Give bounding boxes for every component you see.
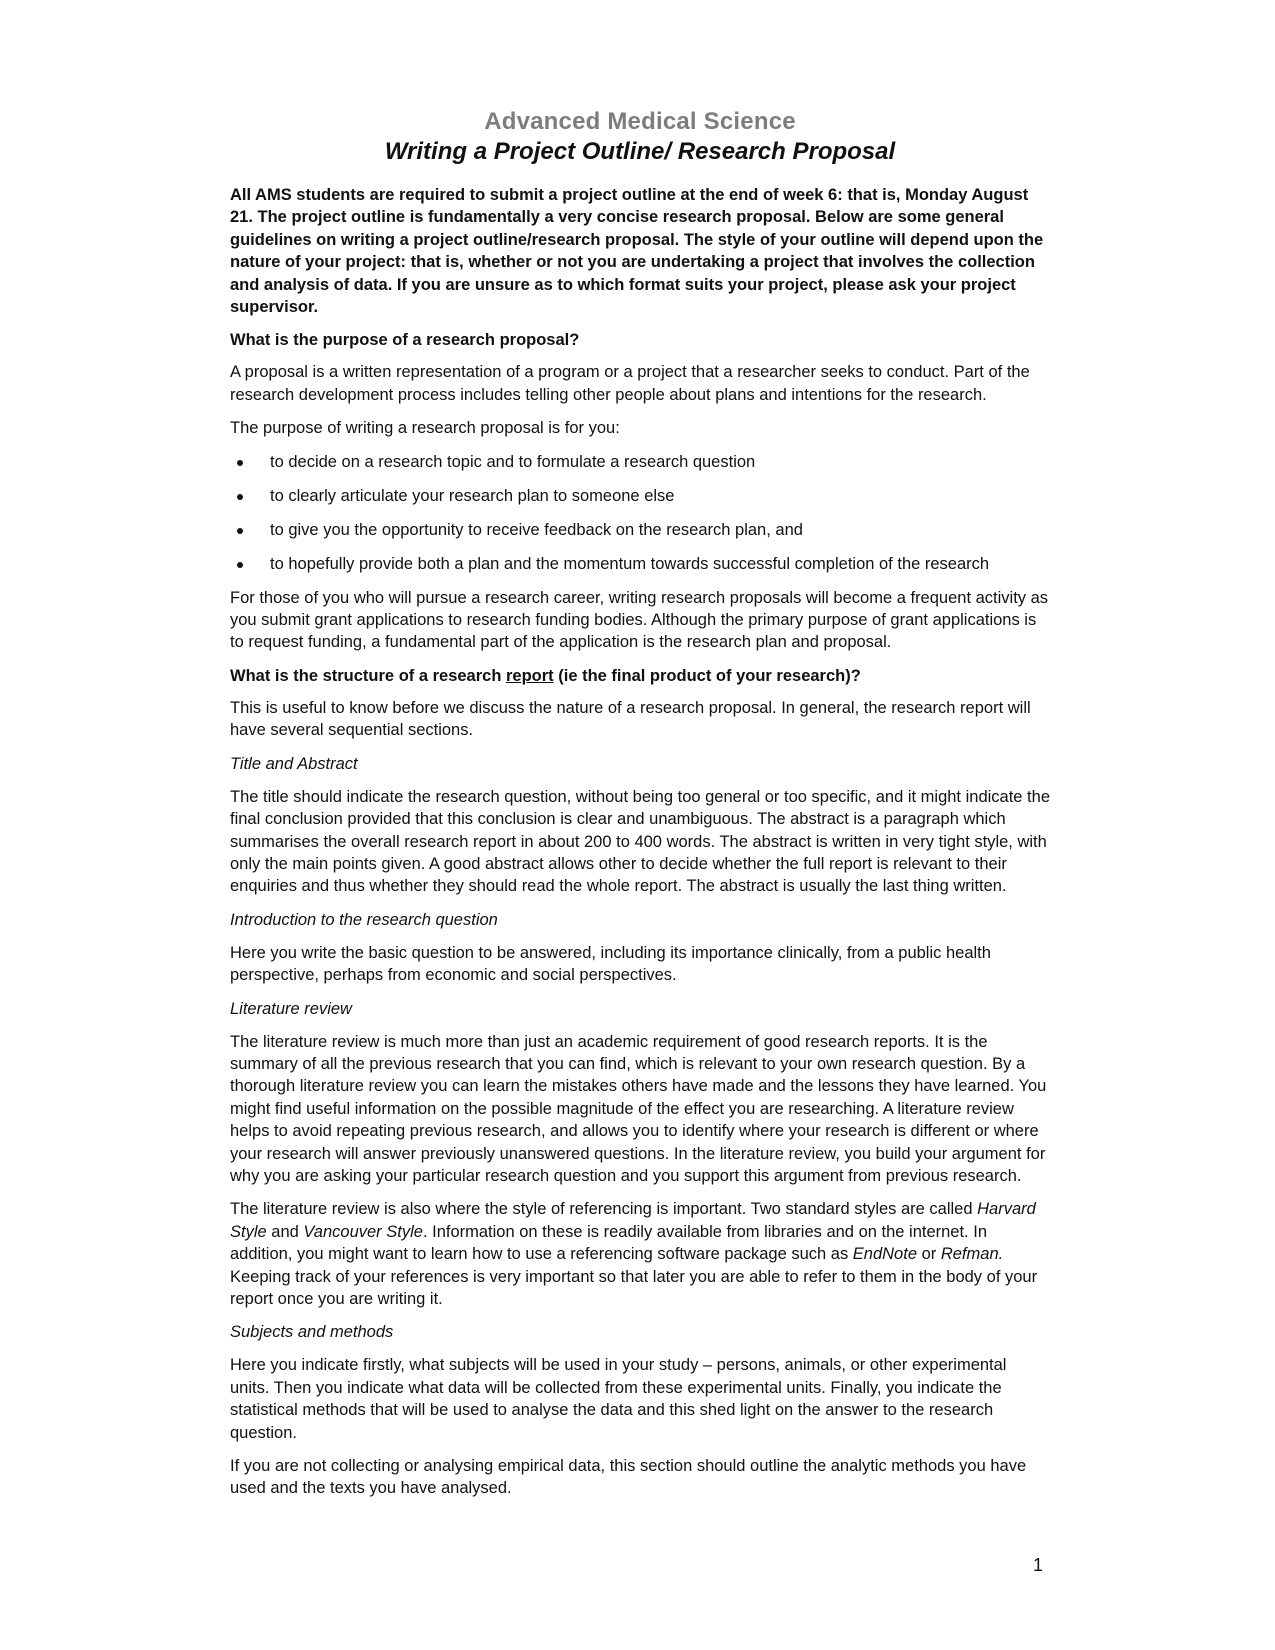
list-item: to give you the opportunity to receive feedback on the research plan, and	[230, 519, 1050, 541]
structure-heading: What is the structure of a research report (ie the final product of your research)?	[230, 666, 861, 685]
methods-paragraph-2: If you are not collecting or analysing empirical data, this section should outline the analytic methods you have used and the texts you have analysed.	[230, 1457, 1027, 1498]
methods-heading: Subjects and methods	[230, 1323, 394, 1342]
introduction-heading: Introduction to the research question	[230, 910, 498, 929]
bullet-icon	[237, 528, 243, 534]
purpose-paragraph-1: A proposal is a written representation of a program or a project that a researcher seeks to conduct. Part of the research development process includes telling other people about plans and intentions for the research.	[230, 363, 1030, 404]
literature-paragraph: The literature review is much more than just an academic requirement of good research reports. It is the summary of all the previous research that you can find, which is relevant to your own research question. By a thorough literature review you can learn the mistakes others have made and the lessons they have learned. You might find useful information on the possible magnitude of the effect you are researching. A literature review helps to avoid repeating previous research, and allows you to identify where your research is different or where your research will answer previously unanswered questions. In the literature review, you build your argument for why you are asking your particular research question and you support this argument from previous research.	[230, 1032, 1047, 1185]
methods-paragraph-1: Here you indicate firstly, what subjects will be used in your study – persons, animals, or other experimental units. Then you indicate what data will be collected from these experimental units. Finally, you indicate the statistical methods that will be used to analyse the data and this shed light on the answer to the research question.	[230, 1356, 1007, 1442]
purpose-paragraph-3: For those of you who will pursue a research career, writing research proposals will become a frequent activity as you submit grant applications to research funding bodies. Although the primary purpose of grant applications is to request funding, a fundamental part of the application is the research plan and proposal.	[230, 588, 1049, 652]
bullet-icon	[237, 460, 243, 466]
list-item: to decide on a research topic and to formulate a research question	[230, 451, 1050, 473]
referencing-paragraph: The literature review is also where the style of referencing is important. Two standard styles are called Harvard Style and Vancouver Style. Information on these is readily available from libraries and on the internet. In addition, you might want to learn how to use a referencing software package such as EndNote or Refman. Keeping track of your references is very important so that later you are able to refer to them in the body of your report once you are writing it.	[230, 1200, 1038, 1308]
literature-heading: Literature review	[230, 999, 352, 1018]
list-item: to clearly articulate your research plan to someone else	[230, 485, 1050, 507]
purpose-bullet-list	[230, 451, 1050, 575]
bullet-icon	[237, 494, 243, 500]
title-abstract-heading: Title and Abstract	[230, 754, 358, 773]
course-title: Advanced Medical Science	[484, 108, 796, 135]
purpose-paragraph-2: The purpose of writing a research proposal is for you:	[230, 419, 620, 438]
purpose-heading: What is the purpose of a research proposal?	[230, 331, 580, 350]
introduction-paragraph: Here you write the basic question to be answered, including its importance clinically, from a public health perspective, perhaps from economic and social perspectives.	[230, 943, 991, 985]
title-abstract-paragraph: The title should indicate the research question, without being too general or too specific, and it might indicate the final conclusion provided that this conclusion is clear and unambiguous. The abstract is a paragraph which summarises the overall research report in about 200 to 400 words. The abstract is written in very tight style, with only the main points given. A good abstract allows other to decide whether the full report is relevant to their enquiries and thus whether they should read the whole report. The abstract is usually the last thing written.	[230, 787, 1050, 896]
document-page	[230, 108, 1050, 1511]
document-title: Writing a Project Outline/ Research Proposal	[384, 138, 896, 165]
bullet-icon	[237, 562, 243, 568]
page-number: 1	[1032, 1555, 1043, 1575]
structure-paragraph: This is useful to know before we discuss the nature of a research proposal. In general, the research report will have several sequential sections.	[230, 698, 1031, 740]
list-item: to hopefully provide both a plan and the momentum towards successful completion of the research	[230, 553, 1050, 575]
intro-paragraph: All AMS students are required to submit a project outline at the end of week 6: that is, Monday August 21. The project outline is fundamentally a very concise research proposal. Below are some general guidelines on writing a project outline/research proposal. The style of your outline will depend upon the nature of your project: that is, whether or not you are undertaking a project that involves the collection and analysis of data. If you are unsure as to which format suits your project, please ask your project supervisor.	[230, 186, 1044, 317]
